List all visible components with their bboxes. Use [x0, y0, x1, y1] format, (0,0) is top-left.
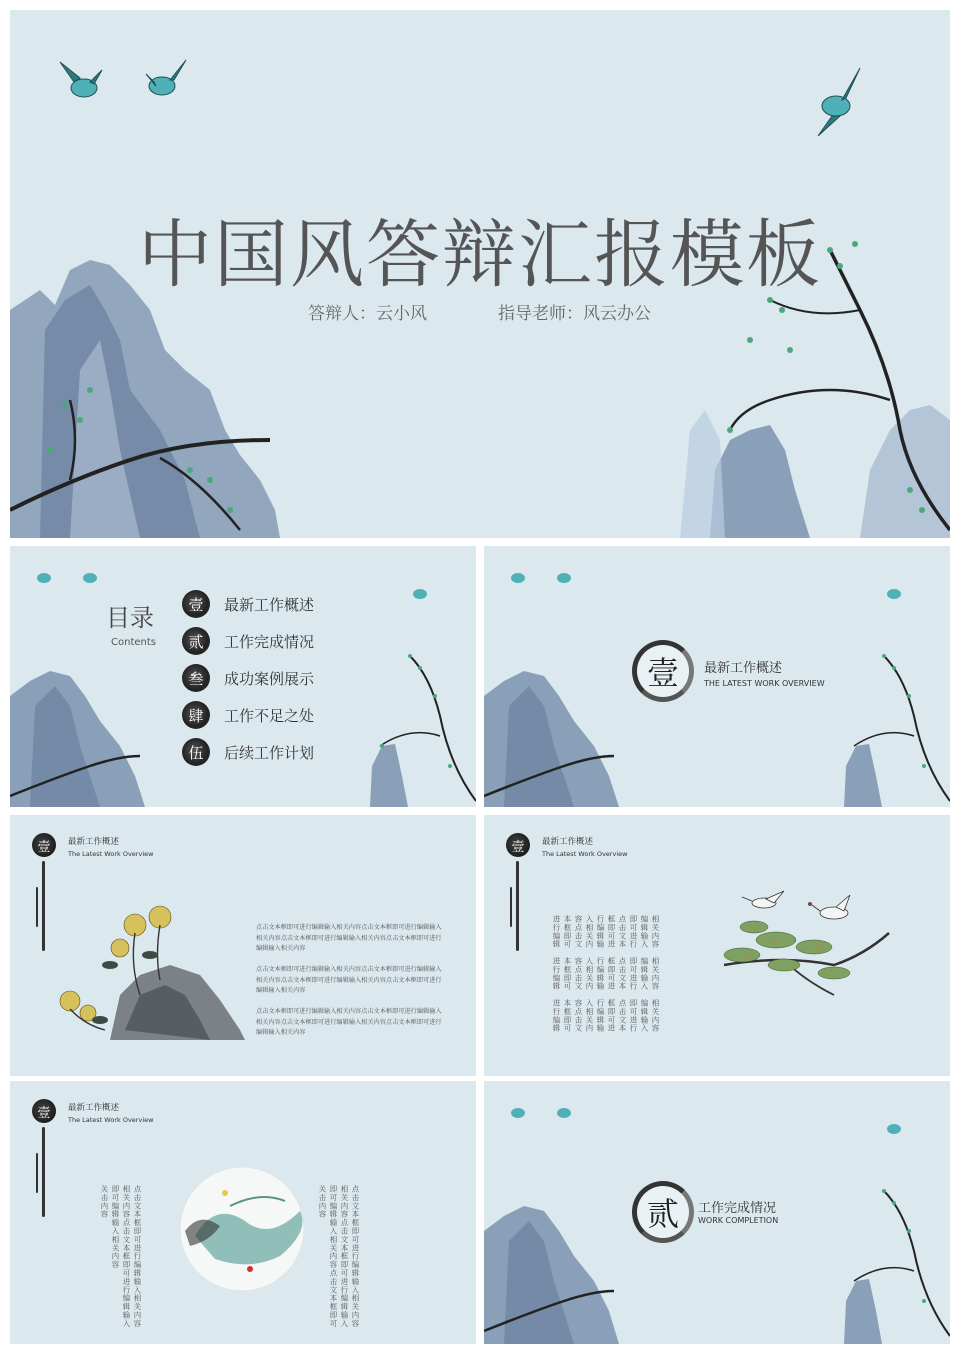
vertical-text-column: 关击内容 — [318, 1185, 327, 1219]
bird-icon — [146, 60, 186, 95]
header-title: 最新工作概述 — [542, 837, 594, 847]
vertical-text-column: 编辑输入 — [640, 957, 649, 991]
vertical-text-column: 本框即可 — [563, 915, 572, 949]
advisor-text: 指导老师：风云办公 — [498, 304, 651, 324]
toc-item-label: 后续工作计划 — [224, 743, 315, 762]
vertical-text-column: 进行编辑 — [552, 915, 561, 949]
vertical-text-column: 编辑输入 — [640, 999, 649, 1033]
vertical-text-column: 点击文本 — [618, 999, 627, 1033]
header-title: 最新工作概述 — [68, 1103, 120, 1113]
vertical-text-column: 点击文本 — [618, 915, 627, 949]
vertical-text-column: 点击文本 — [618, 957, 627, 991]
toc-number-badge: 肆 — [182, 701, 210, 729]
section-landscape-art — [484, 546, 950, 807]
toc-item-label: 工作完成情况 — [224, 632, 315, 651]
header-number-badge: 壹 — [506, 833, 530, 857]
section-subtitle: THE LATEST WORK OVERVIEW — [704, 679, 825, 688]
vertical-text-column: 框即可进 — [607, 999, 616, 1033]
section-1-slide[interactable] — [484, 546, 950, 807]
toc-number-badge: 叁 — [182, 664, 210, 692]
vertical-text-column: 本框即可 — [563, 999, 572, 1033]
toc-item-5[interactable] — [182, 738, 314, 766]
header-number-badge: 壹 — [32, 833, 56, 857]
section-2-slide[interactable] — [484, 1081, 950, 1344]
vertical-text-column: 行编辑输 — [596, 999, 605, 1033]
vertical-text-block-right — [318, 1185, 359, 1328]
vertical-text-column: 相关内容点击文本框即可进行编辑输入 — [122, 1185, 131, 1328]
section-number-seal: 贰 — [632, 1181, 694, 1243]
content-slide-ink-circle[interactable] — [10, 1081, 476, 1344]
section-subtitle: WORK COMPLETION — [698, 1216, 779, 1225]
cover-title: 中国风答辩汇报模板 — [138, 212, 822, 298]
vertical-text-column: 容点击文 — [574, 957, 583, 991]
toc-number-badge: 壹 — [182, 590, 210, 618]
vertical-text-column: 本框即可 — [563, 957, 572, 991]
toc-number-badge: 贰 — [182, 627, 210, 655]
header-subtitle: The Latest Work Overview — [68, 850, 154, 858]
header-title: 最新工作概述 — [68, 837, 120, 847]
content-slide-cranes-pine[interactable] — [484, 815, 950, 1076]
toc-item-2[interactable] — [182, 627, 314, 655]
toc-number-badge: 伍 — [182, 738, 210, 766]
toc-title: 目录 — [106, 604, 154, 632]
vertical-text-column: 行编辑输 — [596, 915, 605, 949]
presenter-text: 答辩人：云小风 — [308, 304, 427, 324]
toc-item-label: 成功案例展示 — [224, 669, 315, 688]
header-subtitle: The Latest Work Overview — [542, 850, 628, 858]
vertical-text-column: 容点击文 — [574, 999, 583, 1033]
ink-wash-circle-painting — [10, 1081, 476, 1344]
toc-item-3[interactable] — [182, 664, 314, 692]
vertical-text-column: 行编辑输 — [596, 957, 605, 991]
vertical-text-column: 即可编辑输入相关内容 — [111, 1185, 120, 1269]
header-subtitle: The Latest Work Overview — [68, 1116, 154, 1124]
vertical-text-column: 相关内容点击文本框即可进行编辑输入 — [340, 1185, 349, 1328]
vertical-text-column: 入相关内 — [585, 957, 594, 991]
vertical-text-column: 即可进行 — [629, 957, 638, 991]
vertical-text-column: 相关内容 — [651, 915, 660, 949]
toc-slide[interactable] — [10, 546, 476, 807]
toc-subtitle: Contents — [111, 637, 156, 648]
section-number-seal: 壹 — [632, 640, 694, 702]
section-title: 工作完成情况 — [698, 1201, 777, 1216]
bird-icon — [818, 68, 860, 136]
cover-slide[interactable] — [10, 10, 950, 538]
vertical-text-column: 框即可进 — [607, 957, 616, 991]
bird-icon — [60, 62, 102, 97]
vertical-text-column: 即可编辑输入相关内容点击文本框即可 — [329, 1185, 338, 1328]
vertical-text-column: 即可进行 — [629, 999, 638, 1033]
toc-item-label: 最新工作概述 — [224, 595, 315, 614]
vertical-text-column: 相关内容 — [651, 957, 660, 991]
toc-item-label: 工作不足之处 — [224, 706, 315, 725]
crane-pine-painting — [484, 815, 950, 1076]
vertical-text-column: 容点击文 — [574, 915, 583, 949]
vertical-text-column: 点击文本框即可进行编辑输入相关内容 — [133, 1185, 142, 1328]
vertical-text-column: 关击内容 — [100, 1185, 109, 1219]
vertical-text-column: 进行编辑 — [552, 957, 561, 991]
crane-icon — [809, 895, 851, 919]
vertical-text-column: 进行编辑 — [552, 999, 561, 1033]
crane-icon — [742, 891, 784, 908]
body-paragraph: 点击文本框即可进行编辑输入相关内容点击文本框即可进行编辑输入相关内容点击文本框即可进行编辑输入相关内容点击文本框即可进行编辑输入相关内容 — [256, 1008, 442, 1036]
vertical-text-column: 相关内容 — [651, 999, 660, 1033]
vertical-text-column: 即可进行 — [629, 915, 638, 949]
toc-item-1[interactable] — [182, 590, 314, 618]
body-paragraph: 点击文本框即可进行编辑输入相关内容点击文本框即可进行编辑输入相关内容点击文本框即可进行编辑输入相关内容点击文本框即可进行编辑输入相关内容 — [256, 966, 442, 994]
vertical-text-column: 入相关内 — [585, 999, 594, 1033]
vertical-text-column: 入相关内 — [585, 915, 594, 949]
header-number-badge: 壹 — [32, 1099, 56, 1123]
toc-item-4[interactable] — [182, 701, 314, 729]
vertical-text-column: 点击文本框即可进行编辑输入相关内容 — [351, 1185, 360, 1328]
body-paragraph: 点击文本框即可进行编辑输入相关内容点击文本框即可进行编辑输入相关内容点击文本框即可进行编辑输入相关内容点击文本框即可进行编辑输入相关内容 — [256, 924, 442, 952]
section-title: 最新工作概述 — [704, 661, 783, 676]
vertical-text-column: 编辑输入 — [640, 915, 649, 949]
content-slide-chrysanthemum[interactable] — [10, 815, 476, 1076]
vertical-text-column: 框即可进 — [607, 915, 616, 949]
